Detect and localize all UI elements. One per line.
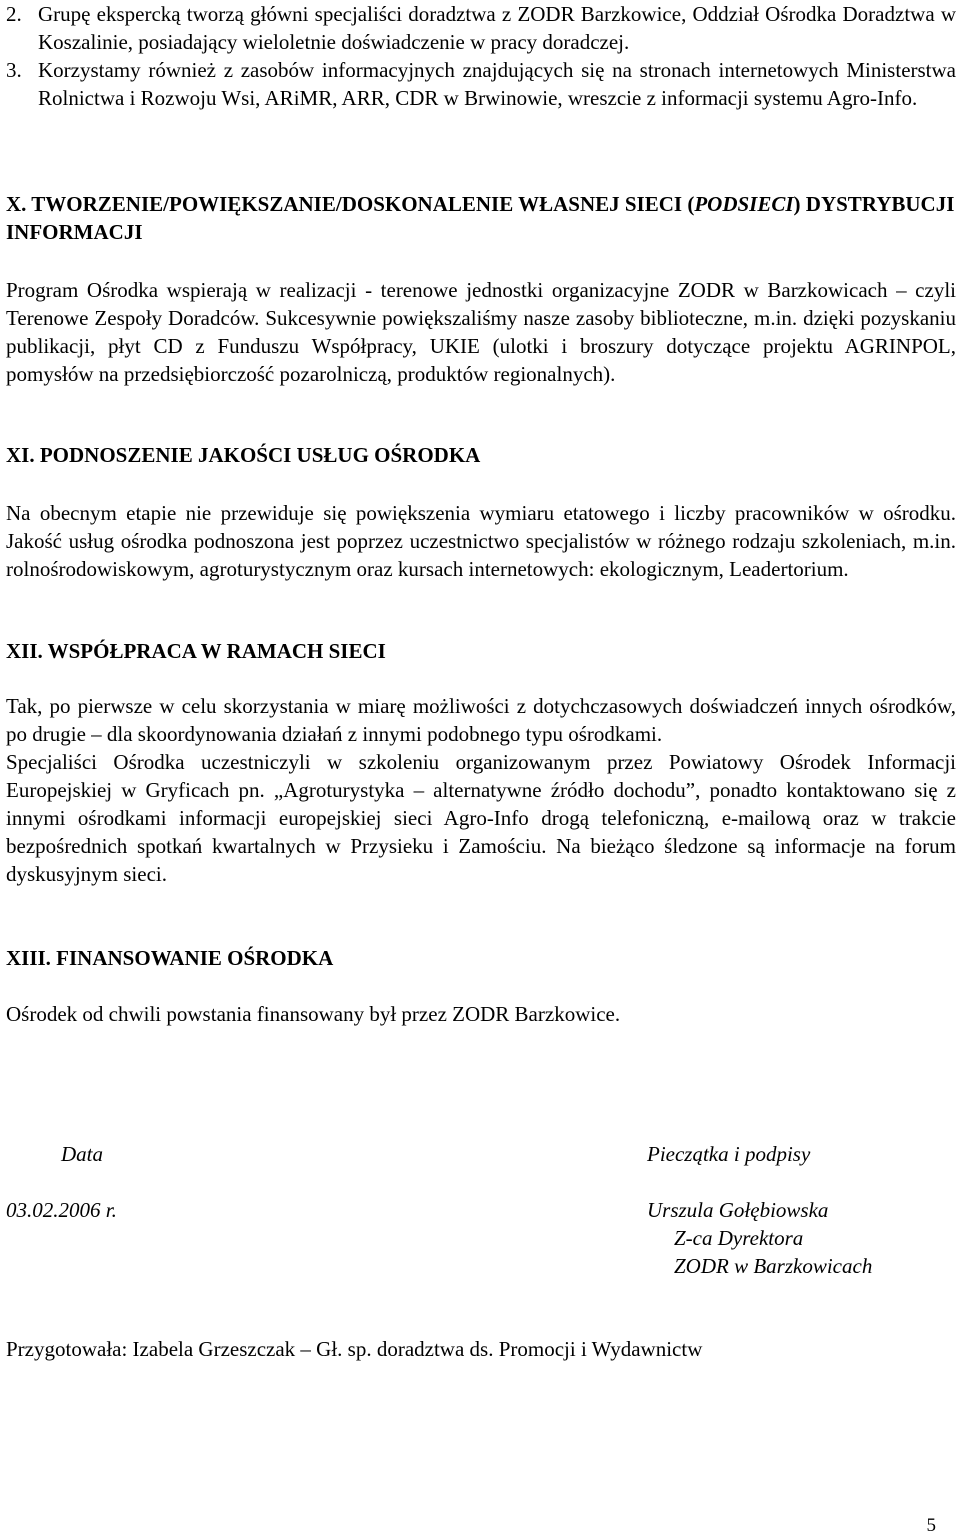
- section-x-text: Program Ośrodka wspierają w realizacji - terenowe jednostki organizacyjne ZODR w Barzkowicach – czyli Terenowe Zespoły Doradców. Sukcesywnie powiększaliśmy nasze zasoby biblioteczne, m.in. dzięki pozyskaniu publikacji, płyt CD z Funduszu Współpracy, UKIE (ulotki i broszury dotyczące projektu AGRINPOL, pomysłów na przedsiębiorczość pozarolniczą, produktów regionalnych).: [6, 278, 956, 386]
- stamp-label: Pieczątka i podpisy: [647, 1142, 811, 1166]
- section-x-heading-prefix: X. TWORZENIE/POWIĘKSZANIE/DOSKONALENIE WŁASNEJ SIECI (: [6, 192, 695, 216]
- section-xii-text-2: Specjaliści Ośrodka uczestniczyli w szkoleniu organizowanym przez Powiatowy Ośrodek Informacji Europejskiej w Gryficach pn. „Agroturystyka – alternatywne źródło dochodu”, ponadto kontaktowano się z innymi ośrodkami informacji europejskiej sieci Agro-Info drogą telefoniczną, e-mailową oraz w trakcie bezpośrednich spotkań kwartalnych w Przysieku i Zamościu. Na bieżąco śledzone są informacje na forum dyskusyjnym sieci.: [6, 750, 956, 886]
- date-value: 03.02.2006 r.: [6, 1198, 117, 1222]
- section-xii-paragraph: [6, 692, 956, 888]
- list-item: [6, 56, 956, 112]
- list-item-text: Korzystamy również z zasobów informacyjnych znajdujących się na stronach internetowych Ministerstwa Rolnictwa i Rozwoju Wsi, ARiMR, ARR, CDR w Brwinowie, wreszcie z informacji systemu Agro-Info.: [38, 58, 956, 110]
- list-item-text: Grupę ekspercką tworzą główni specjaliści doradztwa z ZODR Barzkowice, Oddział Ośrodka Doradztwa w Koszalinie, posiadający wieloletnie doświadczenie w pracy doradczej.: [38, 2, 956, 54]
- list-item-number: 2.: [6, 2, 22, 26]
- list-item-number: 3.: [6, 58, 22, 82]
- section-xi-text: Na obecnym etapie nie przewiduje się powiększenia wymiaru etatowego i liczby pracowników w ośrodku. Jakość usług ośrodka podnoszona jest poprzez uczestnictwo specjalistów w różnego rodzaju szkoleniach, m.in. rolnośrodowiskowym, agroturystycznym oraz kursach internetowych: ekologicznym, Leadertorium.: [6, 501, 956, 581]
- section-x-heading: [6, 190, 956, 246]
- prepared-by: Przygotowała: Izabela Grzeszczak – Gł. sp. doradztwa ds. Promocji i Wydawnictw: [6, 1337, 703, 1361]
- signer-role: Z-ca Dyrektora: [674, 1226, 804, 1250]
- section-xii-text-1: Tak, po pierwsze w celu skorzystania w miarę możliwości z dotychczasowych doświadczeń innych ośrodków, po drugie – dla skoordynowania działań z innymi podobnego typu ośrodkami.: [6, 694, 956, 746]
- section-xi-heading: XI. PODNOSZENIE JAKOŚCI USŁUG OŚRODKA: [6, 443, 481, 467]
- list-item: [6, 0, 956, 56]
- section-xiii-text: Ośrodek od chwili powstania finansowany był przez ZODR Barzkowice.: [6, 1002, 621, 1026]
- section-x-heading-suffix: ) DYSTRYBUCJI INFORMACJI: [6, 192, 955, 244]
- signer-org: ZODR w Barzkowicach: [674, 1254, 873, 1278]
- numbered-list: [6, 0, 956, 112]
- date-label: Data: [61, 1142, 103, 1166]
- section-xi-paragraph: [6, 499, 956, 583]
- page-number: 5: [926, 1515, 936, 1536]
- section-x-paragraph: [6, 276, 956, 388]
- section-xiii-heading: XIII. FINANSOWANIE OŚRODKA: [6, 946, 334, 970]
- section-xii-heading: XII. WSPÓŁPRACA W RAMACH SIECI: [6, 639, 386, 663]
- section-x-heading-italic: PODSIECI: [694, 192, 794, 216]
- signer-name: Urszula Gołębiowska: [647, 1198, 829, 1222]
- section-xiii-paragraph: [6, 1000, 956, 1028]
